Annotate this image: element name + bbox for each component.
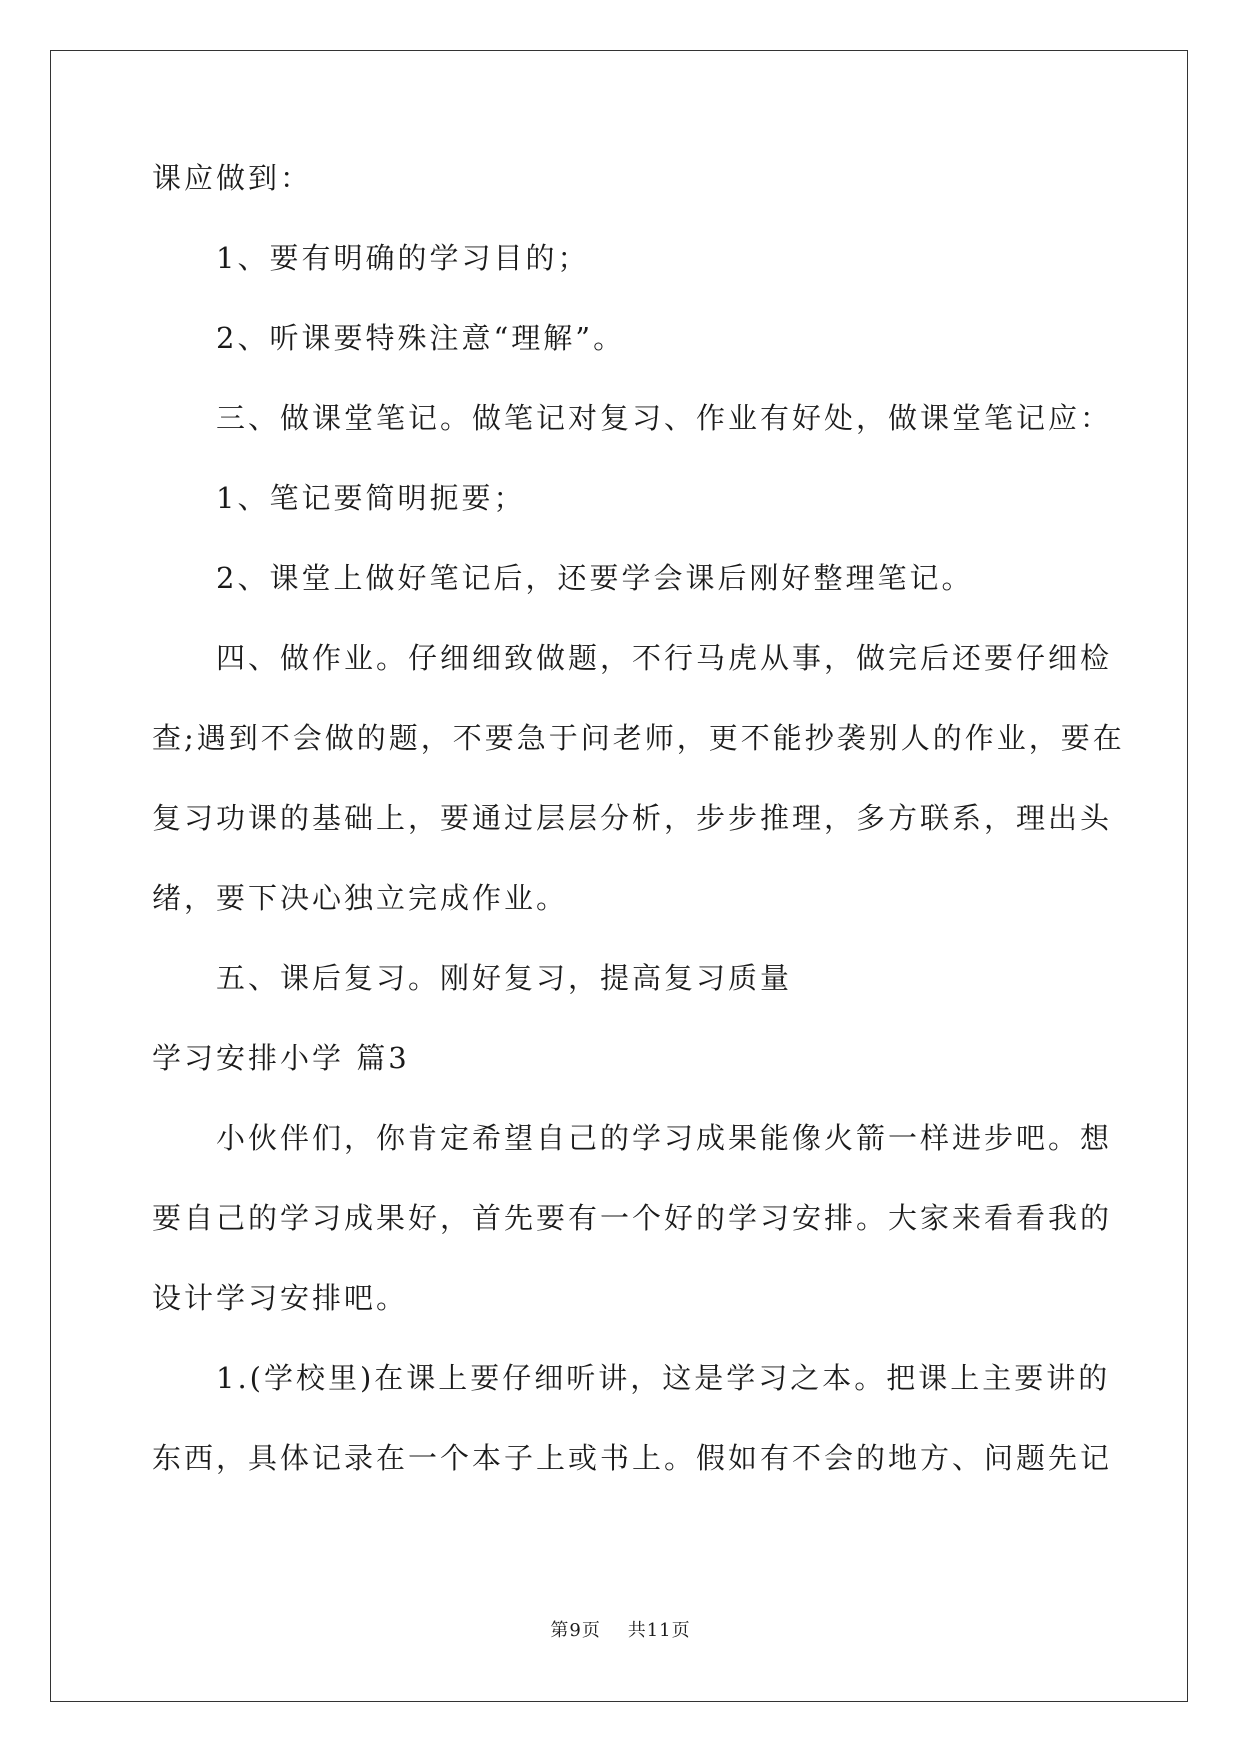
body-line-14: 要自己的学习成果好，首先要有一个好的学习安排。大家来看看我的 xyxy=(152,1201,1113,1235)
body-line-15: 设计学习安排吧。 xyxy=(152,1281,409,1315)
body-line-3: 2、听课要特殊注意“理解”。 xyxy=(152,321,626,355)
body-line-1: 课应做到： xyxy=(152,161,313,195)
page-footer xyxy=(0,1616,1241,1642)
body-line-17: 东西，具体记录在一个本子上或书上。假如有不会的地方、问题先记 xyxy=(152,1441,1113,1475)
body-line-5: 1、笔记要简明扼要； xyxy=(152,481,526,515)
body-line-9: 复习功课的基础上，要通过层层分析，步步推理，多方联系，理出头 xyxy=(152,801,1113,835)
body-line-10: 绪，要下决心独立完成作业。 xyxy=(152,881,569,915)
section-heading: 学习安排小学 篇3 xyxy=(152,1041,410,1075)
body-line-11: 五、课后复习。刚好复习，提高复习质量 xyxy=(152,961,793,995)
body-line-16: 1.(学校里)在课上要仔细听讲，这是学习之本。把课上主要讲的 xyxy=(152,1361,1111,1395)
body-line-7: 四、做作业。仔细细致做题，不行马虎从事，做完后还要仔细检 xyxy=(152,641,1113,675)
page-number: 第9页 xyxy=(550,1620,601,1641)
page-total: 共11页 xyxy=(627,1620,691,1641)
body-line-4: 三、做课堂笔记。做笔记对复习、作业有好处，做课堂笔记应： xyxy=(152,401,1113,435)
body-line-8: 查;遇到不会做的题，不要急于问老师，更不能抄袭别人的作业，要在 xyxy=(152,721,1125,755)
body-line-6: 2、课堂上做好笔记后，还要学会课后刚好整理笔记。 xyxy=(152,561,974,595)
body-line-13: 小伙伴们，你肯定希望自己的学习成果能像火箭一样进步吧。想 xyxy=(152,1121,1113,1155)
body-line-2: 1、要有明确的学习目的； xyxy=(152,241,590,275)
